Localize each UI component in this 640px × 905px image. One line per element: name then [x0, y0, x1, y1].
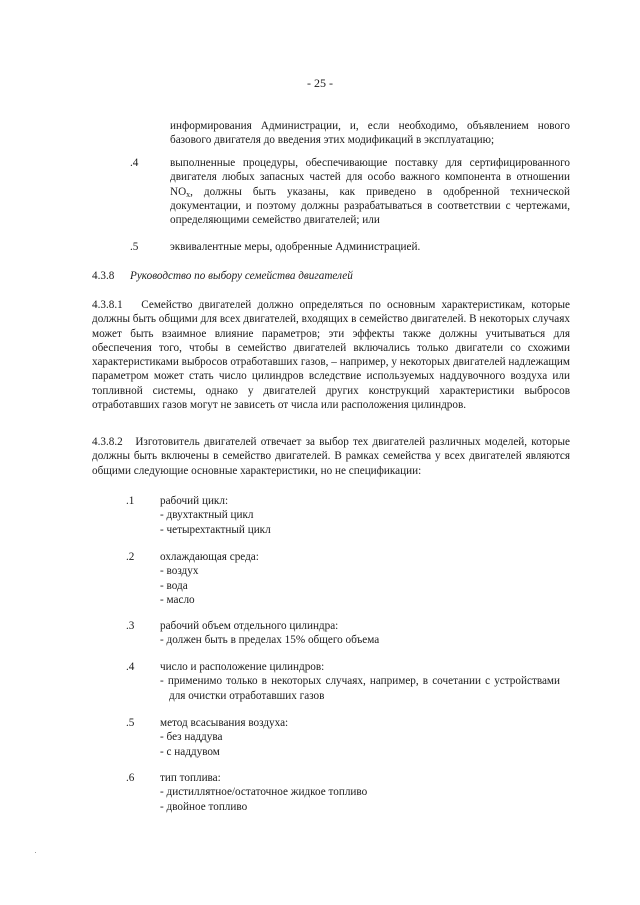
characteristic-4-marker: .4 — [126, 661, 135, 673]
characteristic-1-marker: .1 — [126, 495, 135, 507]
item-5-text: эквивалентные меры, одобренные Администрацией. — [170, 241, 421, 253]
characteristic-3-title: рабочий объем отдельного цилиндра: — [160, 620, 339, 632]
paragraph-4-3-8-1-text: Семейство двигателей должно определяться по основным характеристикам, которые должны быть общими для всех двигателей, входящих в семейство двигателей. В некоторых случаях может быть взаимное влияние параметров; эти эффекты также должны учитываться для обеспечения того, чтобы в семейство двигателей включались только двигатели со схожими характеристиками выбросов отработавших газов, – например, у некоторых двигателей надлежащим параметром может стать число цилиндров вследствие используемых наддувочного воздуха или топливной системы, однако у двигателей других конструкций характеристики выбросов отработавших газов могут не зависеть от числа или расположения цилиндров. — [92, 299, 570, 412]
characteristic-5-item-2: - с наддувом — [160, 745, 220, 758]
item-4-marker: .4 — [130, 157, 139, 169]
characteristic-3-marker: .3 — [126, 620, 135, 632]
characteristic-1 — [160, 494, 560, 537]
characteristic-5 — [160, 716, 560, 759]
characteristic-6-title: тип топлива: — [160, 772, 221, 784]
page-number: - 25 - — [307, 76, 333, 90]
section-title: Руководство по выбору семейства двигателей — [130, 270, 353, 282]
characteristic-1-item-1: - двухтактный цикл — [160, 509, 254, 522]
item-4-subscript: x — [186, 189, 191, 199]
paragraph-4-3-8-1-number: 4.3.8.1 — [92, 299, 123, 311]
characteristic-6-marker: .6 — [126, 772, 135, 784]
item-4-text-b: , должны быть указаны, как приведено в одобренной технической документации, и поэтому должны разрабатываться в соответствии с чертежами, определяющими семейство двигателей; или — [170, 185, 570, 227]
characteristic-2-item-3: - масло — [160, 593, 195, 606]
characteristic-6-item-1: - дистиллятное/остаточное жидкое топливо — [160, 786, 368, 799]
characteristic-2-marker: .2 — [126, 551, 135, 563]
characteristic-4-title: число и расположение цилиндров: — [160, 661, 325, 673]
characteristic-6-item-2: - двойное топливо — [160, 800, 248, 813]
characteristic-5-marker: .5 — [126, 717, 135, 729]
item-4-text-a: выполненные процедуры, обеспечивающие поставку для сертифицированного двигателя любых запасных частей для особо важного компонента в отношении NO — [170, 157, 570, 198]
characteristic-4-item-1: - применимо только в некоторых случаях, например, в сочетании с устройствами для очистки отработавших газов — [160, 675, 560, 702]
characteristic-3-item-1: - должен быть в пределах 15% общего объема — [160, 634, 380, 647]
item-5-marker: .5 — [130, 241, 139, 253]
characteristic-2-title: охлаждающая среда: — [160, 551, 259, 563]
scan-speck — [35, 852, 36, 853]
characteristic-2-item-2: - вода — [160, 579, 188, 592]
characteristic-4 — [160, 660, 560, 703]
characteristic-3 — [160, 619, 560, 648]
paragraph-4-3-8-1 — [92, 298, 570, 412]
paragraph-4-3-8-2-text: Изготовитель двигателей отвечает за выбор тех двигателей различных моделей, которые должны быть включены в семейство двигателей. В рамках семейства у всех двигателей являются общими следующие основные характеристики, но не спецификации: — [92, 436, 570, 477]
paragraph-4-3-8-2 — [92, 435, 570, 478]
section-number: 4.3.8 — [92, 270, 115, 282]
paragraph-4-3-8-2-number: 4.3.8.2 — [92, 436, 123, 448]
characteristic-5-title: метод всасывания воздуха: — [160, 717, 289, 729]
characteristic-5-item-1: - без наддува — [160, 731, 223, 744]
characteristic-6 — [160, 771, 560, 814]
item-4-text — [170, 156, 570, 227]
characteristic-1-item-2: - четырехтактный цикл — [160, 523, 271, 536]
characteristic-2-item-1: - воздух — [160, 565, 199, 578]
characteristic-2 — [160, 550, 560, 607]
intro-continuation: информирования Администрации, и, если необходимо, объявлением нового базового двигателя до введения этих модификаций в эксплуатацию; — [170, 120, 570, 147]
characteristic-1-title: рабочий цикл: — [160, 495, 229, 507]
